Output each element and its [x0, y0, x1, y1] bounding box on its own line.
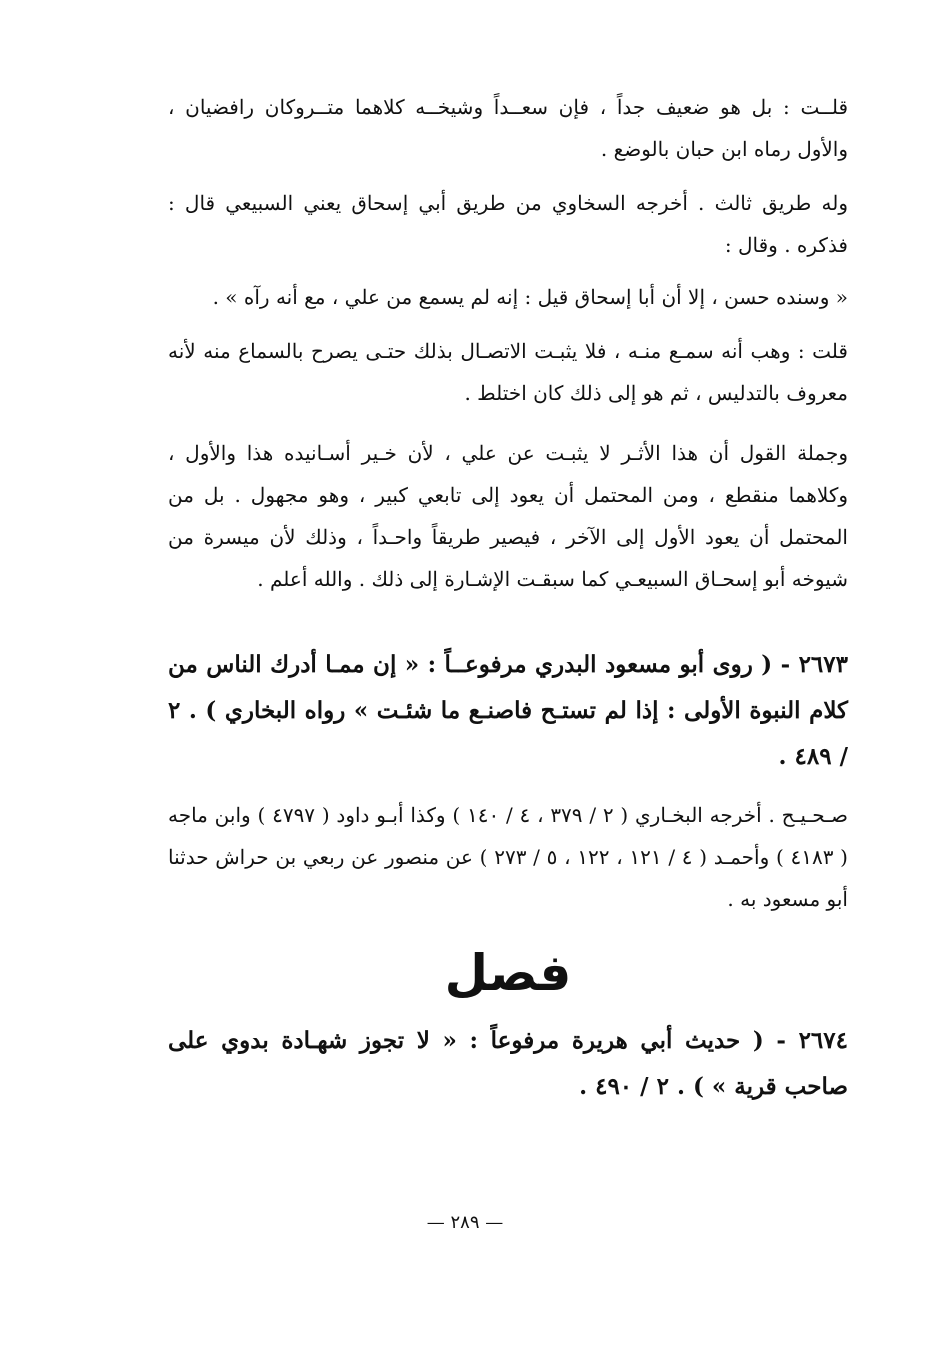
- page-number: — ٢٨٩ —: [426, 1212, 504, 1233]
- quoted-paragraph: « وسنده حسن ، إلا أن أبا إسحاق قيل : إنه لم يسمع من علي ، مع أنه رآه » .: [212, 285, 848, 309]
- hadith-2673-takhrij: صـحـيـح . أخرجه البخـاري ( ٢ / ٣٧٩ ، ٤ / ١٤٠ ) وكذا أبـو داود ( ٤٧٩٧ ) وابن ماجه ( ٤١٨٣ ) وأحمـد ( ٤ / ١٢١ ، ١٢٢ ، ٥ / ٢٧٣ ) عن منصور عن ربعي بن حراش حدثنا أبو مسعود به .: [168, 803, 849, 911]
- hadith-2674: ٢٦٧٤ - ( حديث أبي هريرة مرفوعاً : « لا تجوز شهـادة بدوي على صاحب قرية » ) . ٢ / ٤٩٠ .: [168, 1027, 848, 1100]
- paragraph-2: وله طريق ثالث . أخرجه السخاوي من طريق أبي إسحاق يعني السبيعي قال : فذكره . وقال :: [168, 191, 848, 257]
- paragraph-4: قلت : وهب أنه سمـع منـه ، فلا يثبـت الاتصـال بذلك حتـى يصرح بالسماع منه لأنه معروف بالتدليس ، ثم هو إلى ذلك كان اختلط .: [168, 339, 848, 405]
- paragraph-5: وجملة القول أن هذا الأثـر لا يثبـت عن علي ، لأن خـير أسـانيده هذا والأول ، وكلاهما منقطع ، ومن المحتمل أن يعود إلى تابعي كبير ، وهو مجهول . بل من المحتمل أن يعود الأول إلى الآخر ، فيصير طريقاً واحـداً ، وذلك لأن ميسرة من شيوخه أبو إسحـاق السبيعـي كما سبقـت الإشـارة إلى ذلك . والله أعلم .: [168, 441, 848, 591]
- section-heading: فصل: [444, 944, 572, 1002]
- paragraph-1: قلــت : بل هو ضعيف جداً ، فإن سعــداً وشيخــه كلاهما متــروكان رافضيان ، والأول رماه ابن حبان بالوضع .: [168, 95, 848, 161]
- hadith-2673: ٢٦٧٣ - ( روى أبو مسعود البدري مرفوعــاً : « إن ممـا أدرك الناس من كلام النبوة الأولى : إذا لم تستـح فاصنـع ما شئـت » رواه البخاري ) . ٢ / ٤٨٩ .: [168, 651, 848, 770]
- page-body: [168, 86, 848, 1110]
